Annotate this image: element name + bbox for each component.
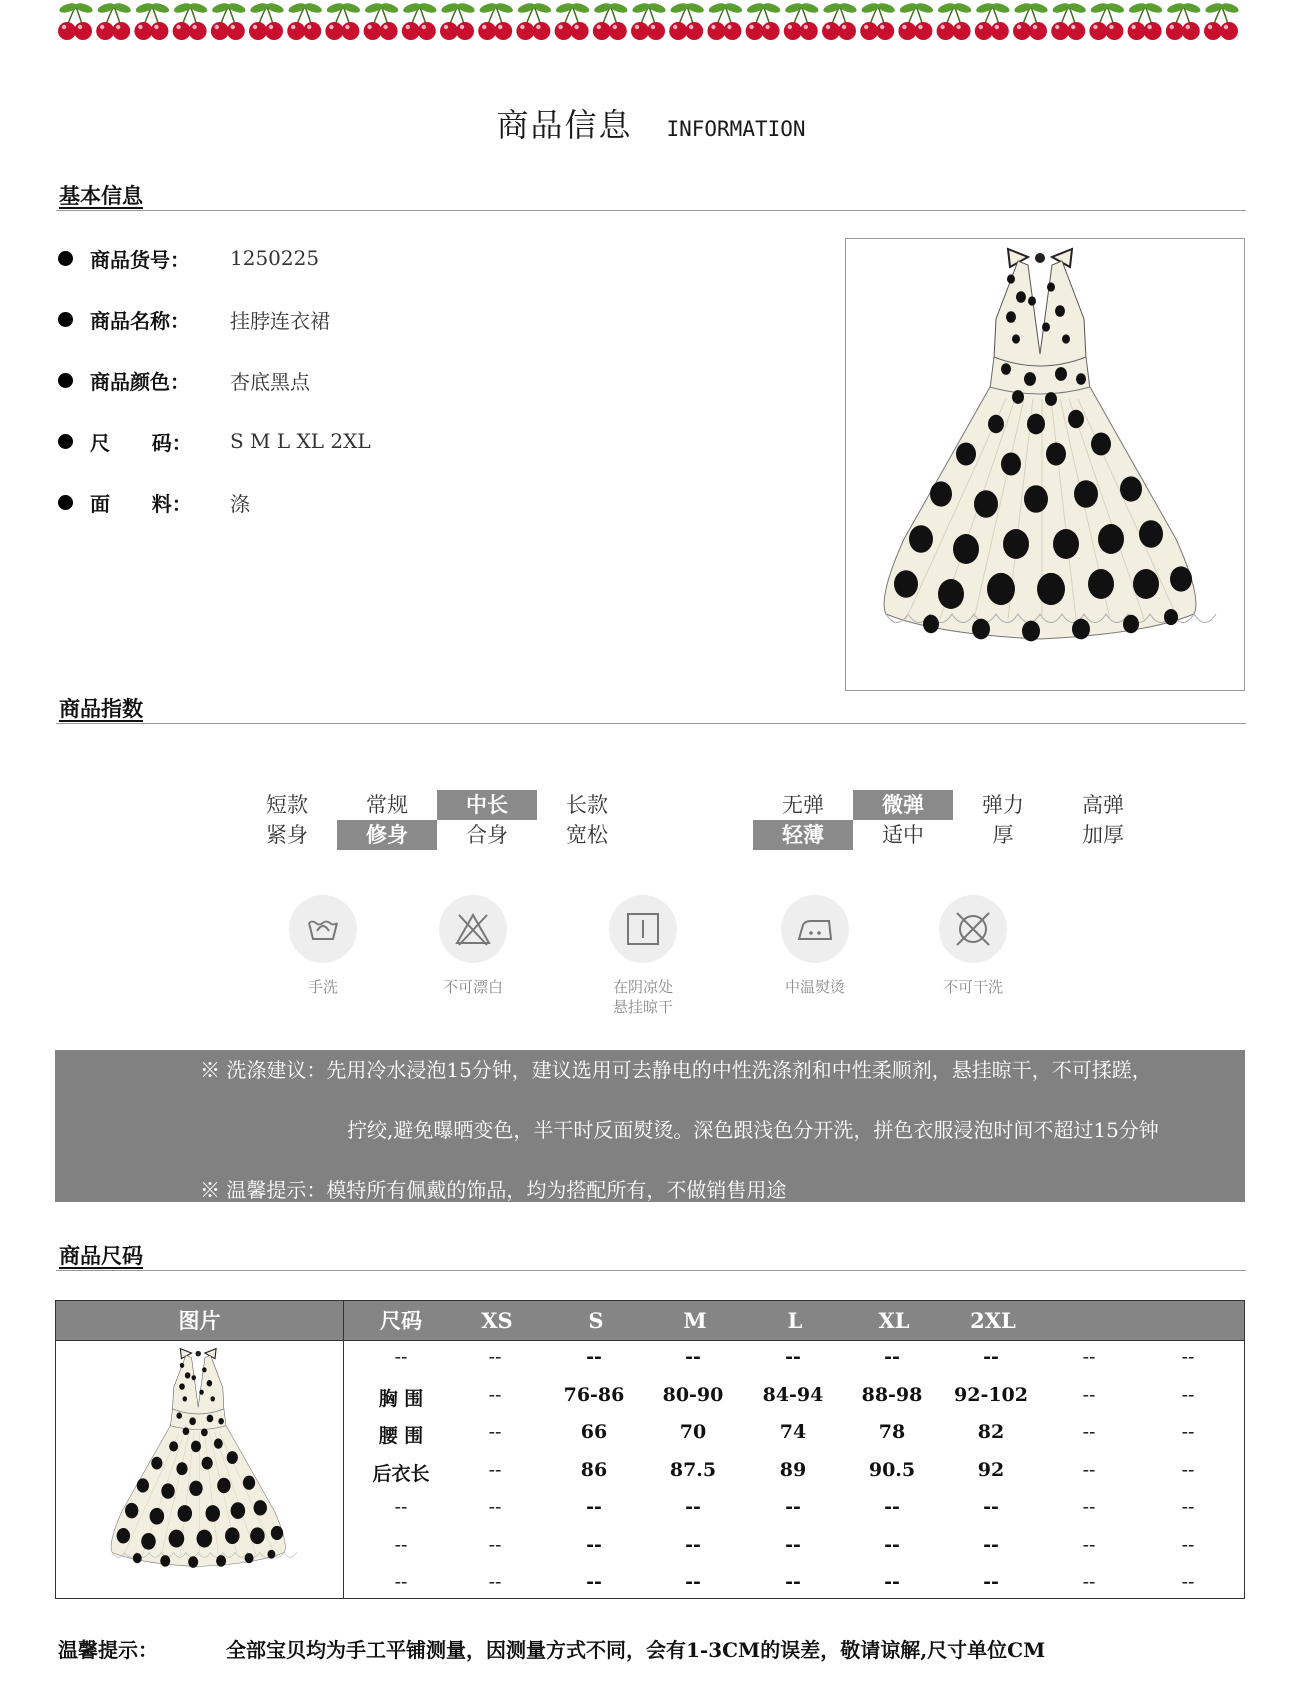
index-option-thickness: 厚 xyxy=(992,823,1014,847)
size-header-cell xyxy=(1145,1301,1235,1340)
size-cell: -- xyxy=(1181,1458,1195,1481)
size-cell: -- xyxy=(884,1346,900,1368)
size-cell: 87.5 xyxy=(669,1458,717,1481)
index-option-thickness: 适中 xyxy=(882,823,924,847)
index-option-fit: 紧身 xyxy=(266,823,308,847)
size-cell: -- xyxy=(1082,1496,1096,1518)
size-row-label: -- xyxy=(394,1496,408,1518)
info-value: S M L XL 2XL xyxy=(230,429,371,453)
dress-thumbnail-image xyxy=(86,1343,316,1595)
size-cell: -- xyxy=(586,1496,602,1518)
no-bleach-icon xyxy=(439,895,507,963)
care-instruction xyxy=(750,895,880,997)
size-cell: -- xyxy=(1181,1346,1195,1368)
size-cell: -- xyxy=(685,1533,701,1556)
index-option-length: 长款 xyxy=(566,793,608,817)
care-instruction xyxy=(408,895,538,997)
size-cell: 70 xyxy=(679,1421,707,1443)
size-cell: -- xyxy=(1082,1421,1096,1443)
size-cell: -- xyxy=(488,1458,502,1481)
wash-note-line-3: ※ 温馨提示：模特所有佩戴的饰品，均为搭配所有，不做销售用途 xyxy=(200,1178,787,1202)
size-header-cell: S xyxy=(588,1308,604,1333)
bullet-icon xyxy=(58,373,73,388)
size-cell: -- xyxy=(488,1496,502,1518)
section-basic-info: 基本信息 xyxy=(56,170,1246,211)
size-cell: -- xyxy=(785,1571,801,1593)
size-cell: -- xyxy=(983,1496,999,1518)
size-cell: 89 xyxy=(779,1458,807,1481)
size-cell: 74 xyxy=(779,1421,807,1443)
index-option-elastic: 无弹 xyxy=(782,793,824,817)
size-cell: -- xyxy=(884,1571,900,1593)
section-product-index: 商品指数 xyxy=(56,683,1246,724)
size-cell: -- xyxy=(1082,1346,1096,1368)
size-cell: -- xyxy=(1181,1383,1195,1406)
size-cell: -- xyxy=(785,1346,801,1368)
dry-in-shade-icon xyxy=(609,895,677,963)
info-label: 商品名称： xyxy=(90,308,190,333)
index-option-thickness: 加厚 xyxy=(1082,823,1124,847)
wash-instructions-box xyxy=(55,1050,1245,1202)
hand-wash-icon xyxy=(289,895,357,963)
info-label: 商品货号： xyxy=(90,247,190,272)
size-cell: -- xyxy=(884,1533,900,1556)
size-cell: -- xyxy=(586,1346,602,1368)
size-cell: -- xyxy=(884,1496,900,1518)
size-header-cell: XS xyxy=(481,1308,513,1333)
size-cell: -- xyxy=(586,1571,602,1593)
care-label: 在阴凉处 悬挂晾干 xyxy=(612,978,673,1016)
info-row xyxy=(58,241,319,275)
size-cell: 66 xyxy=(580,1421,608,1443)
size-header-cell xyxy=(1046,1301,1136,1340)
index-option-fit: 宽松 xyxy=(566,823,608,847)
size-cell: -- xyxy=(488,1421,502,1443)
size-cell: -- xyxy=(1082,1571,1096,1593)
size-cell: -- xyxy=(983,1533,999,1556)
bullet-icon xyxy=(58,312,73,327)
polka-dot-dress-image xyxy=(846,239,1244,690)
size-cell: -- xyxy=(1181,1571,1195,1593)
size-cell: 82 xyxy=(977,1421,1005,1443)
care-label: 手洗 xyxy=(307,978,338,996)
size-cell: -- xyxy=(983,1346,999,1368)
index-option-length: 短款 xyxy=(266,793,308,817)
index-option-elastic: 弹力 xyxy=(982,793,1024,817)
index-option-elastic: 高弹 xyxy=(1082,793,1124,817)
wash-note-line-2: 拧绞,避免曝晒变色，半干时反面熨烫。深色跟浅色分开洗，拼色衣服浸泡时间不超过15分钟 xyxy=(347,1118,1159,1142)
size-header-cell: L xyxy=(787,1308,803,1333)
index-option-length: 中长 xyxy=(437,790,537,820)
index-option-fit: 修身 xyxy=(337,820,437,850)
info-row xyxy=(58,424,371,458)
size-cell: 88-98 xyxy=(861,1383,923,1406)
size-cell: -- xyxy=(488,1571,502,1593)
info-label: 面 料： xyxy=(90,491,192,516)
size-table xyxy=(55,1300,1245,1599)
size-cell: -- xyxy=(488,1383,502,1406)
size-header-cell: 图片 xyxy=(178,1308,221,1333)
size-cell: -- xyxy=(1181,1496,1195,1518)
care-label: 不可干洗 xyxy=(942,978,1003,996)
size-cell: 76-86 xyxy=(563,1383,625,1406)
page-title: 商品信息 INFORMATION xyxy=(496,106,806,144)
size-row-label: 腰 围 xyxy=(378,1425,424,1447)
size-cell: 84-94 xyxy=(762,1383,824,1406)
size-cell: -- xyxy=(685,1496,701,1518)
size-cell: -- xyxy=(488,1346,502,1368)
wash-note-line-1: ※ 洗涤建议：先用冷水浸泡15分钟，建议选用可去静电的中性洗涤剂和中性柔顺剂，悬挂晾干，不可揉蹉， xyxy=(200,1058,1152,1082)
care-instruction xyxy=(258,895,388,997)
size-row-label: -- xyxy=(394,1571,408,1593)
size-row-label: -- xyxy=(394,1533,408,1556)
care-label: 中温熨烫 xyxy=(784,978,845,996)
no-dry-clean-icon xyxy=(939,895,1007,963)
size-cell: -- xyxy=(785,1533,801,1556)
size-row-label: 后衣长 xyxy=(372,1462,430,1485)
size-cell: -- xyxy=(1082,1458,1096,1481)
info-value: 挂脖连衣裙 xyxy=(230,308,330,333)
info-row xyxy=(58,485,250,519)
size-header-cell: 2XL xyxy=(970,1308,1016,1333)
size-cell: -- xyxy=(1082,1533,1096,1556)
iron-medium-icon xyxy=(781,895,849,963)
size-header-cell: XL xyxy=(878,1308,910,1333)
size-cell: -- xyxy=(983,1571,999,1593)
size-cell: -- xyxy=(785,1496,801,1518)
bullet-icon xyxy=(58,434,73,449)
size-cell: -- xyxy=(488,1533,502,1556)
info-label: 商品颜色： xyxy=(90,369,190,394)
size-cell: 92-102 xyxy=(954,1383,1028,1406)
size-cell: -- xyxy=(685,1346,701,1368)
bullet-icon xyxy=(58,495,73,510)
info-value: 杏底黑点 xyxy=(230,369,310,394)
info-row xyxy=(58,363,310,397)
size-cell: -- xyxy=(586,1533,602,1556)
size-cell: -- xyxy=(1181,1421,1195,1443)
size-cell: 86 xyxy=(580,1458,608,1481)
index-option-thickness: 轻薄 xyxy=(753,820,853,850)
size-row-label: -- xyxy=(394,1346,408,1368)
care-label: 不可漂白 xyxy=(442,978,503,996)
product-photo xyxy=(845,238,1245,691)
index-option-elastic: 微弹 xyxy=(853,790,953,820)
size-cell: -- xyxy=(1082,1383,1096,1406)
care-instruction xyxy=(908,895,1038,997)
footer-note: 温馨提示： 全部宝贝均为手工平铺测量，因测量方式不同，会有1-3CM的误差，敬请谅解,尺寸单位CM xyxy=(58,1638,1046,1662)
size-header-cell: M xyxy=(683,1308,707,1333)
size-cell: 90.5 xyxy=(868,1458,916,1481)
size-cell: -- xyxy=(1181,1533,1195,1556)
size-cell: -- xyxy=(685,1571,701,1593)
size-cell: 80-90 xyxy=(662,1383,724,1406)
info-label: 尺 码： xyxy=(90,430,192,455)
index-option-length: 常规 xyxy=(366,793,408,817)
info-value: 涤 xyxy=(230,491,250,516)
section-size-chart: 商品尺码 xyxy=(56,1230,1246,1271)
size-header-cell: 尺码 xyxy=(380,1308,422,1333)
cherry-border-decoration xyxy=(56,2,1246,42)
size-cell: 78 xyxy=(878,1421,906,1443)
info-row xyxy=(58,302,330,336)
info-value: 1250225 xyxy=(230,246,320,270)
size-cell: 92 xyxy=(977,1458,1005,1481)
bullet-icon xyxy=(58,251,73,266)
size-table-header xyxy=(56,1301,1244,1340)
index-option-fit: 合身 xyxy=(466,823,508,847)
care-instruction xyxy=(578,895,708,1017)
size-row-label: 胸 围 xyxy=(378,1387,424,1410)
